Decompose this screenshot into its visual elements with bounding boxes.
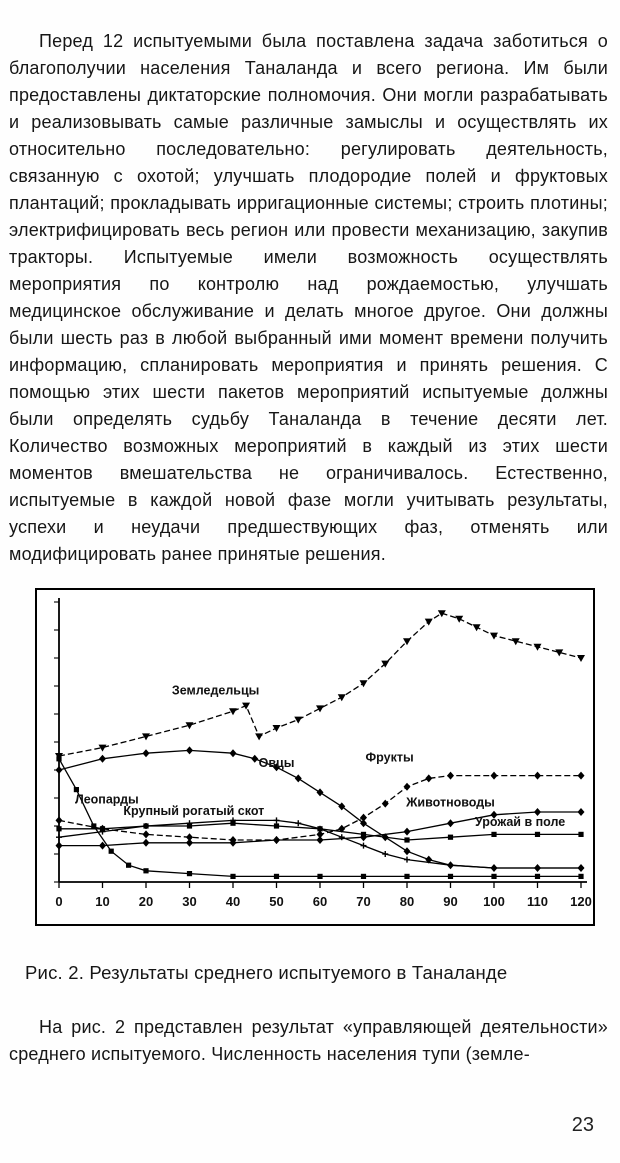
figure-caption: Рис. 2. Результаты среднего испытуемого в Таналанде: [25, 962, 508, 983]
svg-text:Животноводы: Животноводы: [406, 795, 495, 810]
svg-text:120: 120: [570, 894, 592, 909]
svg-text:Овцы: Овцы: [258, 756, 295, 771]
svg-text:Урожай в поле: Урожай в поле: [474, 815, 566, 829]
body-text-paragraph-1: Перед 12 испытуемыми была поставлена задача заботиться о благополучии населения Таналанда и всего региона. Им были предоставлены диктаторские полномочия. Они могли разрабатывать и реализовывать самые различные замыслы и осуществлять их относительно последовательно: регулировать деятельность, связанную с охотой; улучшать плодородие полей и фруктовых плантаций; прокладывать ирригационные системы; строить плотины; электрифицировать весь регион или провести механизацию, закупив тракторы. Испытуемые имели возможность осуществлять мероприятия по контролю над рождаемостью, улучшать медицинское обслуживание и делать многое другое. Они должны были шесть раз в любой выбранный ими момент времени получить информацию, спланировать мероприятия и принять решения. С помощью этих шести пакетов мероприятий испытуемые должны были определять судьбу Таналанда в течение десяти лет. Количество возможных мероприятий в каждый из этих шести моментов вмешательства не ограничивалось. Естественно, испытуемые в каждой новой фазе могли учитывать результаты, успехи и неудачи предшествующих фаз, отменять или модифицировать ранее принятые решения.: [9, 31, 608, 564]
svg-text:90: 90: [443, 894, 458, 909]
svg-text:30: 30: [182, 894, 197, 909]
book-page: [0, 28, 620, 1163]
body-text-paragraph-2: На рис. 2 представлен результат «управляющей деятельности» среднего испытуемого. Численность населения тупи (земле-: [9, 1017, 608, 1064]
svg-text:100: 100: [483, 894, 505, 909]
svg-text:0: 0: [55, 894, 63, 909]
svg-text:20: 20: [138, 894, 154, 909]
figure-2: [35, 588, 595, 926]
svg-text:60: 60: [312, 894, 328, 909]
svg-text:40: 40: [225, 894, 241, 909]
svg-text:Крупный рогатый скот: Крупный рогатый скот: [123, 803, 265, 818]
svg-text:Фрукты: Фрукты: [365, 750, 414, 765]
svg-text:110: 110: [527, 894, 548, 909]
svg-text:10: 10: [95, 894, 110, 909]
svg-text:80: 80: [399, 894, 415, 909]
figure-2-chart: [37, 590, 593, 924]
svg-text:70: 70: [356, 894, 371, 909]
svg-text:Земледельцы: Земледельцы: [171, 683, 260, 698]
svg-text:Леопарды: Леопарды: [74, 792, 139, 807]
svg-text:50: 50: [269, 894, 284, 909]
page-number: 23: [571, 1114, 594, 1136]
